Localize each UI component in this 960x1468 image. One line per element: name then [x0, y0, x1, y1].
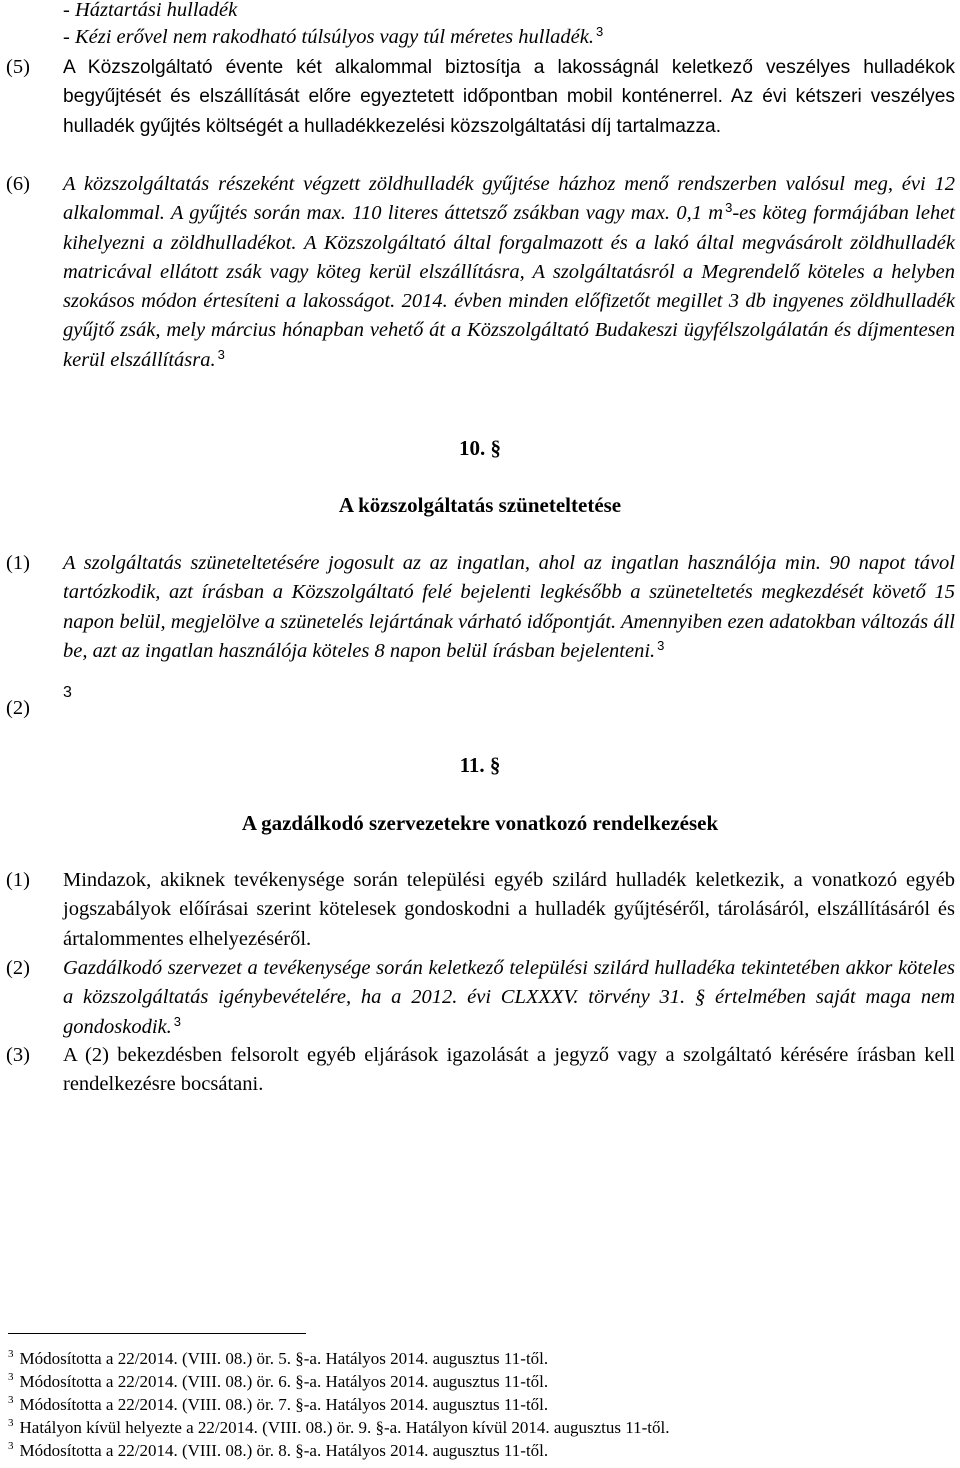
- section10-paragraph-1: [63, 549, 955, 666]
- section-sign: §: [490, 436, 501, 460]
- footnote-text: Módosította a 22/2014. (VIII. 08.) ör. 7. §-a. Hatályos 2014. augusztus 11-től.: [19, 1395, 549, 1414]
- footnote-marker: 3: [8, 1371, 14, 1383]
- list-item-text: - Kézi erővel nem rakodható túlsúlyos vagy túl méretes hulladék.: [63, 26, 594, 48]
- footnote-ref: 3: [217, 346, 225, 362]
- section-number: 10.: [459, 436, 486, 460]
- paragraph-number: (6): [6, 173, 30, 195]
- section11-paragraph-1: [63, 866, 955, 954]
- paragraph-text: Mindazok, akiknek tevékenysége során települési egyéb szilárd hulladék keletkezik, a vonatkozó egyéb jogszabályok előírásai szerint kötelesek gondoskodni a hulladék gyűjtéséről, tárolásáról, elszállításáról és ártalommentes elhelyezéséről.: [63, 869, 955, 950]
- footnote: [8, 1394, 548, 1416]
- footnote-text: Hatályon kívül helyezte a 22/2014. (VIII. 08.) ör. 9. §-a. Hatályon kívül 2014. augusztus 11-től.: [19, 1418, 670, 1437]
- paragraph-text: Gazdálkodó szervezet a tevékenysége során keletkező települési szilárd hulladéka tekintetében akkor köteles a közszolgáltatás igénybevételére, ha a 2012. évi CLXXXV. törvény 31.: [63, 957, 955, 1009]
- footnote-marker: 3: [8, 1417, 14, 1429]
- paragraph-text: A közszolgáltatás részeként végzett zöldhulladék gyűjtése házhoz menő rendszerben valósul meg, évi 12 alkalommal. A gyűjtés során max. 110 literes áttetsző zsákban vagy max. 0,1 m: [63, 173, 955, 225]
- footnote-ref: 3: [657, 637, 665, 653]
- footnote-marker: 3: [8, 1440, 14, 1452]
- paragraph-6: [63, 170, 955, 375]
- paragraph-text: A szolgáltatás szüneteltetésére jogosult az az ingatlan, ahol az ingatlan használója min. 90 napot távol tartózkodik, azt írásban a Közszolgáltató felé bejelenti legkésőbb a szüneteltetés megkezdését követő 15 napon belül, megjelölve a szünetelés lejártának várható időpontját. Amennyiben ezen adatokban változás áll be, azt az ingatlan használója köteles 8 napon belül írásban bejelenteni.: [63, 552, 955, 662]
- section-number-11: [0, 751, 960, 780]
- footnote-ref: 3: [595, 24, 604, 39]
- footnote-text: Módosította a 22/2014. (VIII. 08.) ör. 8. §-a. Hatályos 2014. augusztus 11-től.: [19, 1441, 549, 1460]
- list-item-oversize-waste: [63, 23, 960, 52]
- paragraph-number: (1): [6, 869, 30, 891]
- paragraph-number: (1): [6, 552, 30, 574]
- section11-paragraph-3: [63, 1041, 955, 1100]
- footnote-separator: [8, 1333, 306, 1334]
- footnote: [8, 1417, 669, 1439]
- footnote: [8, 1440, 548, 1462]
- footnote: [8, 1371, 548, 1393]
- paragraph-text: A (2) bekezdésben felsorolt egyéb eljárások igazolását a jegyző vagy a szolgáltató kérésére írásban kell rendelkezésre bocsátani.: [63, 1044, 955, 1096]
- superscript-cubic: 3: [725, 200, 733, 216]
- paragraph-number: (2): [6, 957, 30, 979]
- footnote-ref: 3: [173, 1013, 181, 1029]
- footnote-ref: 3: [63, 684, 72, 701]
- footnote-text: Módosította a 22/2014. (VIII. 08.) ör. 6. §-a. Hatályos 2014. augusztus 11-től.: [19, 1372, 549, 1391]
- section-number: 11.: [459, 753, 485, 777]
- footnote: [8, 1348, 548, 1370]
- footnote-text: Módosította a 22/2014. (VIII. 08.) ör. 5. §-a. Hatályos 2014. augusztus 11-től.: [19, 1349, 549, 1368]
- section-title-10: A közszolgáltatás szüneteltetése: [338, 493, 622, 517]
- paragraph-text-cont: értelmében saját maga nem gondoskodik.: [63, 986, 956, 1038]
- section-title-11: A gazdálkodó szervezetekre vonatkozó rendelkezések: [241, 811, 719, 835]
- paragraph-text-cont: -es köteg formájában lehet kihelyezni a zöldhulladékot. A Közszolgáltató által forgalmazott és a lakó által megvásárolt zöldhulladék matricával ellátott zsák vagy köteg kerül elszállításra, A szolgáltatásról a Megrendelő köteles a helyben szokásos módon értesíteni a lakosságot. 2014. évben minden előfizetőt megillet 3 db ingyenes zöldhulladék gyűjtő zsák, mely március hónapban vehető át a Közszolgáltató Budakeszi ügyfélszolgálatán és díjmentesen kerül elszállításra.: [63, 202, 955, 371]
- section11-paragraph-2: [63, 954, 955, 1042]
- paragraph-number: (3): [6, 1044, 30, 1066]
- footnote-marker: 3: [8, 1348, 14, 1360]
- paragraph-number: (5): [6, 56, 30, 78]
- section-sign: §: [489, 753, 501, 777]
- section-number-10: [0, 434, 960, 463]
- list-item-household-waste: [63, 0, 960, 25]
- paragraph-number: (2): [6, 697, 30, 719]
- footnote-marker: 3: [8, 1394, 14, 1406]
- section-sign: §: [694, 986, 706, 1009]
- list-item-text: - Háztartási hulladék: [63, 0, 238, 21]
- paragraph-text: A Közszolgáltató évente két alkalommal biztosítja a lakosságnál keletkező veszélyes hulladékok begyűjtését és elszállítását előre egyeztetett időpontban mobil konténerrel. Az évi kétszeri veszélyes hulladék gyűjtés költségét a hulladékkezelési közszolgáltatási díj tartalmazza.: [63, 57, 955, 137]
- paragraph-5: [63, 53, 955, 141]
